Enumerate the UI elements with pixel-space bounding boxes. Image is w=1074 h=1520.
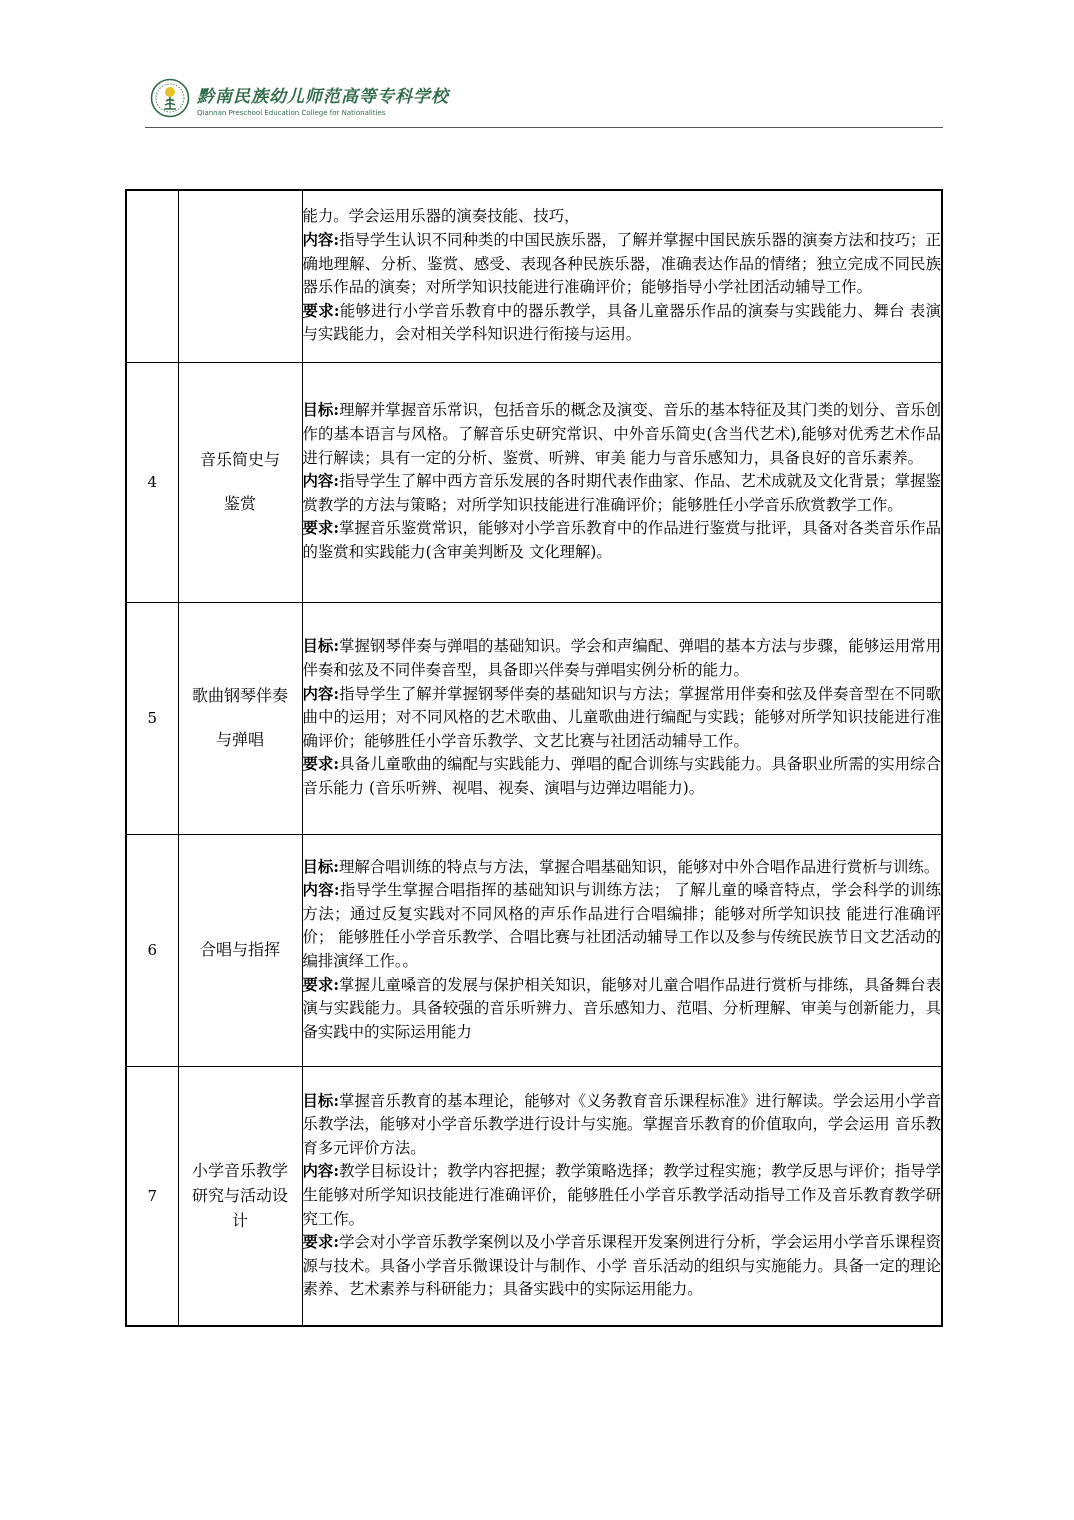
school-emblem-icon (150, 78, 190, 118)
desc-line: 内容:指导学生认识不同种类的中国民族乐器，了解并掌握中国民族乐器的演奏方法和技巧；正确地理解、分析、鉴赏、感受、表现各种民族乐器，准确表达作品的情绪；独立完成不同民族器乐作品的演奏；对所学知识技能进行准确评价；能够指导小学社团活动辅导工作。 (302, 231, 941, 297)
table-row (126, 190, 942, 362)
desc-line: 要求:能够进行小学音乐教育中的器乐教学，具备儿童器乐作品的演奏与实践能力、舞台 表演与实践能力，会对相关学科知识进行衔接与运用。 (302, 301, 941, 344)
school-logo-text (197, 82, 449, 117)
course-name-line: 计 (231, 1211, 248, 1231)
course-name-line: 与弹唱 (215, 730, 264, 749)
course-name-line: 小学音乐教学 (191, 1161, 288, 1181)
course-name (178, 190, 302, 362)
course-number (126, 190, 178, 362)
desc-line: 内容:指导学生掌握合唱指挥的基础知识与训练方法； 了解儿童的嗓音特点，学会科学的训练方法；通过反复实践对不同风格的声乐作品进行合唱编排；能够对所学知识技 能进行准确评价； 能够胜任小学音乐教学、合唱比赛与社团活动辅导工作以及参与传统民族节日文艺活动的编排演绎工作。。 (302, 881, 941, 970)
course-description (302, 362, 942, 602)
school-name-cn: 黔南民族幼儿师范高等专科学校 (197, 87, 449, 107)
table-row (126, 834, 942, 1066)
desc-line: 目标:理解合唱训练的特点与方法，掌握合唱基础知识，能够对中外合唱作品进行赏析与训练。 (302, 857, 940, 876)
course-number: 4 (126, 362, 178, 602)
course-table (125, 189, 943, 1327)
desc-line: 能力。学会运用乐器的演奏技能、技巧， (302, 207, 580, 226)
course-description (302, 602, 942, 834)
desc-line: 目标:掌握音乐教育的基本理论，能够对《义务教育音乐课程标准》进行解读。学会运用小学音乐教学法，能够对小学音乐教学进行设计与实施。掌握音乐教育的价值取向，学会运用 音乐教育多元评价方法。 (302, 1091, 941, 1157)
desc-line: 内容:指导学生了解中西方音乐发展的各时期代表作曲家、作品、艺术成就及文化背景；掌握鉴赏教学的方法与策略；对所学知识技能进行准确评价；能够胜任小学音乐欣赏教学工作。 (302, 472, 941, 514)
desc-line: 要求:具备儿童歌曲的编配与实践能力、弹唱的配合训练与实践能力。具备职业所需的实用综合音乐能力 (音乐听辨、视唱、视奏、演唱与边弹边唱能力)。 (302, 755, 941, 797)
table-row (126, 1066, 942, 1326)
desc-line: 目标:掌握钢琴伴奏与弹唱的基础知识。学会和声编配、弹唱的基本方法与步骤，能够运用常用伴奏和弦及不同伴奏音型，具备即兴伴奏与弹唱实例分析的能力。 (302, 637, 941, 680)
table-row (126, 362, 942, 602)
desc-line: 要求:学会对小学音乐教学案例以及小学音乐课程开发案例进行分析，学会运用小学音乐课程资源与技术。具备小学音乐微课设计与制作、小学 音乐活动的组织与实施能力。具备一定的理论素养、艺术素养与科研能力；具备实践中的实际运用能力。 (302, 1233, 941, 1299)
course-name-line: 研究与活动设 (191, 1186, 288, 1206)
course-name (178, 1066, 302, 1326)
desc-line: 要求:掌握儿童嗓音的发展与保护相关知识，能够对儿童合唱作品进行赏析与排练，具备舞台表演与实践能力。具备较强的音乐听辨力、音乐感知力、范唱、分析理解、审美与创新能力，具备实践中的实际运用能力 (302, 975, 941, 1041)
course-number: 6 (126, 834, 178, 1066)
course-name-line: 鉴赏 (223, 494, 256, 513)
course-name (178, 834, 302, 1066)
course-number: 7 (126, 1066, 178, 1326)
course-name (178, 362, 302, 602)
desc-line: 目标:理解并掌握音乐常识，包括音乐的概念及演变、音乐的基本特征及其门类的划分、音乐创作的基本语言与风格。了解音乐史研究常识、中外音乐简史(含当代艺术),能够对优秀艺术作品进行解读；具有一定的分析、鉴赏、听辨、审美 能力与音乐感知力，具备良好的音乐素养。 (302, 401, 941, 467)
course-name-line: 合唱与指挥 (199, 940, 280, 959)
course-description (302, 1066, 942, 1326)
table-row (126, 602, 942, 834)
course-description (302, 834, 942, 1066)
page-header (145, 74, 945, 128)
desc-line: 内容:指导学生了解并掌握钢琴伴奏的基础知识与方法；掌握常用伴奏和弦及伴奏音型在不同歌曲中的运用；对不同风格的艺术歌曲、儿童歌曲进行编配与实践；能够对所学知识技能进行准确评价；能够胜任小学音乐教学、文艺比赛与社团活动辅导工作。 (302, 684, 941, 750)
course-name-line: 歌曲钢琴伴奏 (191, 686, 288, 705)
desc-line: 要求:掌握音乐鉴赏常识，能够对小学音乐教育中的作品进行鉴赏与批评，具备对各类音乐作品的鉴赏和实践能力(含审美判断及 文化理解)。 (302, 519, 941, 561)
course-name (178, 602, 302, 834)
desc-line: 内容:教学目标设计；教学内容把握；教学策略选择；教学过程实施；教学反思与评价；指导学生能够对所学知识技能进行准确评价，能够胜任小学音乐教学活动指导工作及音乐教育教学研究工作。 (302, 1162, 941, 1228)
course-description (302, 190, 942, 362)
header-divider (145, 127, 943, 128)
course-name-line: 音乐简史与 (199, 450, 280, 469)
course-number: 5 (126, 602, 178, 834)
school-name-en: Qiannan Preschool Education College for Nationalities (197, 109, 386, 117)
